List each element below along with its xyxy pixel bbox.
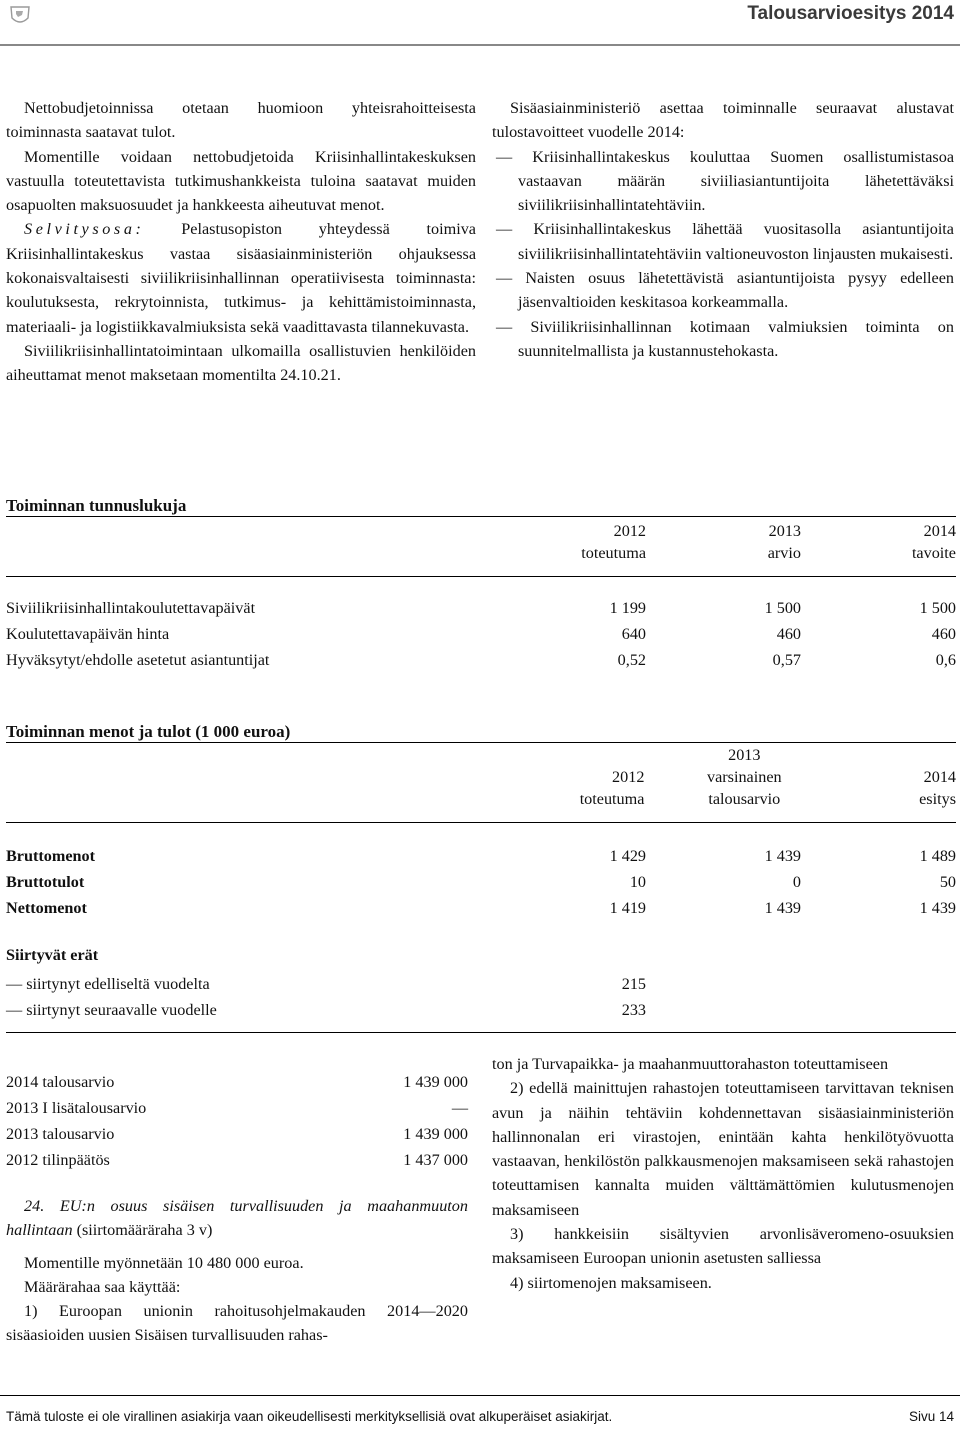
right-bottom-text (492, 1052, 954, 1295)
table-row: 2012 tilinpäätös 1 437 000 (6, 1151, 468, 1169)
col-header: 2014 esitys (919, 768, 956, 808)
table-row: 2013 I lisätalousarvio — (6, 1099, 468, 1117)
table-row: Nettomenot 1 419 1 439 1 439 (6, 899, 956, 917)
section-rule (6, 1032, 956, 1033)
table-row: — siirtynyt seuraavalle vuodelle 233 (6, 1001, 646, 1019)
paragraph-continuation: ton ja Turvapaikka- ja maahanmuuttorahaston toteuttamiseen (492, 1055, 889, 1073)
col-header: 2013 varsinainen talousarvio (706, 746, 782, 808)
paragraph-selvitysosa: Selvitysosa: Pelastusopiston yhteydessä toimiva Kriisinhallintakeskus vastaa sisäasiainministeriön ohjauksessa kokonaisvaltaisesti siviilikriisinhallinnan operatiivisesta toiminnasta: koulutuksesta, rekrytoinnista, tutkimus- ja kehittämistoiminnasta, materiaali- ja logistiikkavalmiuksista sekä vaadittavasta tilannekuvasta. (6, 220, 476, 336)
goal-item: — Kriisinhallintakeskus kouluttaa Suomen osallistumistasoa vastaavan määrän siviiliasiantuntijoita lähetettäväksi siviilikriisinhallintatehtäviin. (496, 147, 954, 215)
footer-divider (0, 1395, 960, 1396)
moment-24-text (6, 1194, 468, 1348)
menot-table (6, 840, 956, 918)
paragraph-item-4: 4) siirtomenojen maksamiseen. (510, 1273, 712, 1292)
tunnusluvut-header (6, 520, 956, 564)
table-row: Bruttomenot 1 429 1 439 1 489 (6, 847, 956, 865)
paragraph-myonnetaan: Momentille myönnetään 10 480 000 euroa. (24, 1253, 304, 1272)
tunnusluvut-table (6, 592, 956, 670)
footer-disclaimer: Tämä tuloste ei ole virallinen asiakirja vaan oikeudellisesti merkityksellisiä ovat alkuperäiset asiakirjat. (6, 1409, 613, 1424)
goal-item: — Naisten osuus lähetettävistä asiantuntijoista pysyy edelleen jäsenvaltioiden keskitasoa korkeammalla. (496, 269, 954, 312)
table-top-rule (6, 516, 956, 517)
paragraph-item-1: 1) Euroopan unionin rahoitusohjelmakauden 2014—2020 sisäasioiden uusien Sisäisen turvallisuuden rahas- (6, 1302, 468, 1345)
paragraph-nettobudjetointi: Nettobudjetoinnissa otetaan huomioon yhteisrahoitteisesta toiminnasta saatavat tulot. (6, 99, 476, 142)
section-heading-menot: Toiminnan menot ja tulot (1 000 euroa) (6, 722, 291, 741)
paragraph-item-3: 3) hankkeisiin sisältyvien arvonlisäveromeno-osuuksien maksamiseen Euroopan unionin asetusten salliessa (492, 1225, 954, 1268)
paragraph-tulostavoitteet: Sisäasiainministeriö asettaa toiminnalle seuraavat alustavat tulostavoitteet vuodelle 2014: (492, 99, 954, 142)
left-column-text (6, 96, 476, 388)
page-number: Sivu 14 (908, 1409, 954, 1424)
document-title: Talousarvioesitys 2014 (747, 3, 954, 24)
paragraph-siviilikriisinhallinta: Siviilikriisinhallintatoimintaan ulkomailla osallistuvien henkilöiden aiheuttamat menot maksetaan momentilta 24.10.21. (6, 341, 476, 385)
right-column-text (492, 96, 954, 363)
col-header: 2012 toteutuma (579, 768, 645, 808)
col-header: 2014 tavoite (911, 522, 956, 562)
paragraph-momentille: Momentille voidaan nettobudjetoida Kriisinhallintakeskuksen vastuulla toteutettavista tutkimushankkeista tuloina saatavat muiden osapuolten maksuosuudet ja hankkeesta aiheutuvat menot. (6, 147, 476, 215)
goal-item: — Kriisinhallintakeskus lähettää vuositasolla asiantuntijoita siviilikriisinhallintatehtäviin valtioneuvoston linjausten mukaisesti. (496, 220, 954, 263)
table-header-rule (6, 822, 956, 823)
menot-header (6, 744, 956, 810)
header-divider (0, 44, 960, 46)
moment-24-title: 24. EU:n osuus sisäisen turvallisuuden ja maahanmuuton hallintaan (siirtomääräraha 3 v) (6, 1197, 468, 1240)
table-top-rule (6, 742, 956, 743)
table-row: Koulutettavapäivän hinta 640 460 460 (6, 625, 956, 643)
section-heading-tunnusluvut: Toiminnan tunnuslukuja (6, 496, 187, 515)
table-row: Bruttotulot 10 0 50 (6, 873, 956, 891)
table-row: 2013 talousarvio 1 439 000 (6, 1125, 468, 1143)
budget-table (6, 1066, 468, 1170)
paragraph-maararahaa: Määrärahaa saa käyttää: (24, 1277, 181, 1296)
goal-item: — Siviilikriisinhallinnan kotimaan valmiuksien toiminta on suunnitelmallista ja kustannustehokasta. (496, 317, 954, 360)
table-header-rule (6, 576, 956, 577)
col-header: 2012 toteutuma (581, 522, 646, 562)
finnish-lion-crest-icon (8, 3, 32, 27)
table-row: Hyväksytyt/ehdolle asetetut asiantuntijat 0,52 0,57 0,6 (6, 651, 956, 669)
siirtyvat-table (6, 968, 646, 1020)
page-header (0, 0, 960, 30)
table-row: — siirtynyt edelliseltä vuodelta 215 (6, 975, 646, 993)
col-header: 2013 arvio (767, 522, 801, 562)
selvitysosa-lead: Selvitysosa: (24, 220, 145, 239)
table-row: 2014 talousarvio 1 439 000 (6, 1073, 468, 1091)
siirtyvat-heading: Siirtyvät erät (6, 946, 99, 964)
table-row: Siviilikriisinhallintakoulutettavapäivät 1 199 1 500 1 500 (6, 599, 956, 617)
paragraph-item-2: 2) edellä mainittujen rahastojen toteuttamiseen tarvittavan teknisen avun ja näihin tehtäviin kohdennettavan sisäasiainministeriön hallinnonalan eri virastojen, enintään kahta henkilötyövuotta vastaavan, henkilöstön palkkausmenojen maksamiseen sekä rahastojen toteuttamisen kannalta muiden välttämättömien kulutusmenojen maksamiseen (492, 1079, 954, 1219)
